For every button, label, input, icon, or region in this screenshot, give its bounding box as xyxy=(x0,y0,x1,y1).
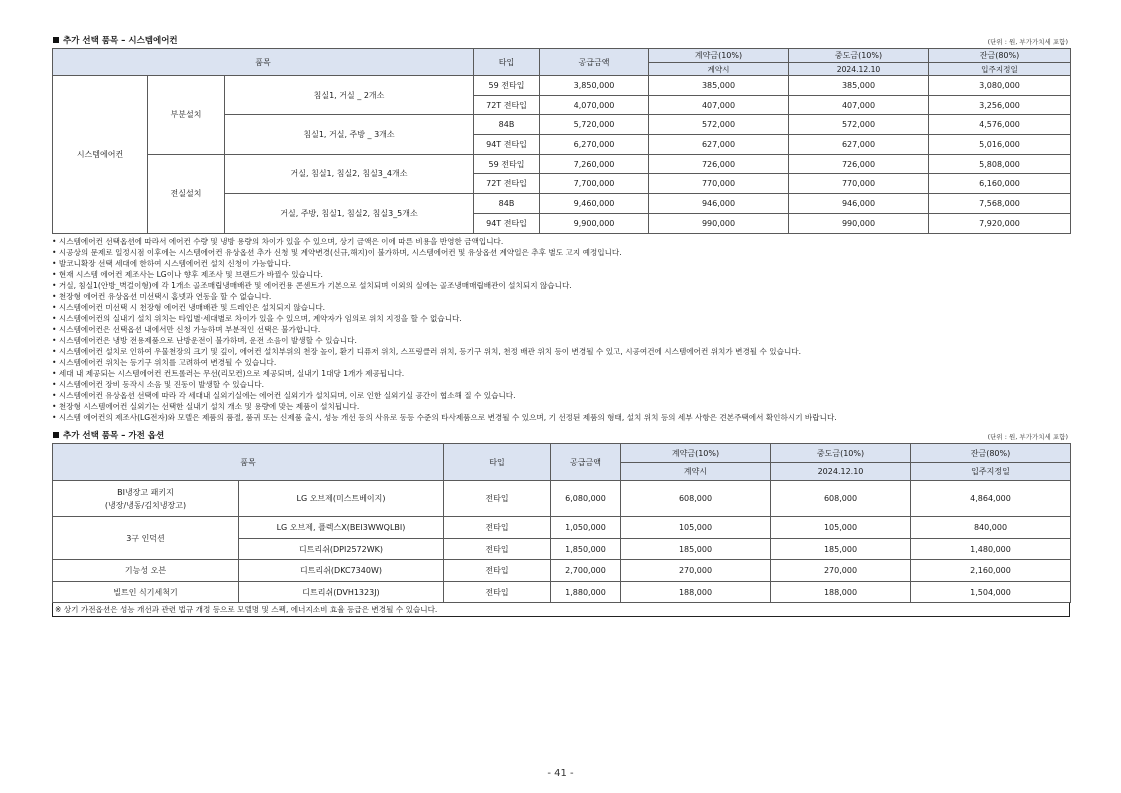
section-aircon-title: 추가 선택 품목 – 시스템에어컨 xyxy=(63,36,178,46)
balance-cell: 6,160,000 xyxy=(929,174,1071,194)
type-cell: 전타입 xyxy=(444,481,551,517)
model-cell: LG 오브제, 플렉스X(BEI3WWQLBI) xyxy=(239,517,444,539)
section-aircon-header xyxy=(52,34,1070,48)
price-cell: 1,880,000 xyxy=(551,581,621,603)
type-cell: 전타입 xyxy=(444,538,551,560)
header-middle-sub: 2024.12.10 xyxy=(771,463,911,481)
table-row xyxy=(53,481,1071,517)
type-cell: 72T 전타입 xyxy=(474,174,540,194)
contract-cell: 946,000 xyxy=(649,194,789,214)
model-cell: LG 오브제(미스트베이지) xyxy=(239,481,444,517)
header-middle-sub: 2024.12.10 xyxy=(789,63,929,76)
contract-cell: 270,000 xyxy=(621,560,771,582)
section-appliance-unit: (단위 : 원, 부가가치세 포함) xyxy=(987,433,1068,442)
header-balance-sub: 입주지정일 xyxy=(911,463,1071,481)
middle-cell: 627,000 xyxy=(789,135,929,155)
price-cell: 1,050,000 xyxy=(551,517,621,539)
middle-cell: 185,000 xyxy=(771,538,911,560)
note-item: • 시스템에어컨 미선택 시 천장형 에어컨 냉매배관 및 드레인은 설치되지 않습니다. xyxy=(52,302,326,312)
contract-cell: 185,000 xyxy=(621,538,771,560)
middle-cell: 946,000 xyxy=(789,194,929,214)
contract-cell: 627,000 xyxy=(649,135,789,155)
balance-cell: 7,920,000 xyxy=(929,213,1071,233)
middle-cell: 188,000 xyxy=(771,581,911,603)
contract-cell: 105,000 xyxy=(621,517,771,539)
type-cell: 84B xyxy=(474,115,540,135)
price-cell: 4,070,000 xyxy=(540,95,649,115)
contract-cell: 990,000 xyxy=(649,213,789,233)
note-item: • 시공상의 문제로 일정시점 이후에는 시스템에어컨 유상옵션 추가 신청 및 계약변경(신규,해지)이 불가하며, 시스템에어컨 및 유상옵션 계약일은 추후 별도 고지 예정입니다. xyxy=(52,247,622,257)
contract-cell: 572,000 xyxy=(649,115,789,135)
category-cell: 시스템에어컨 xyxy=(53,76,148,234)
header-type: 타입 xyxy=(474,49,540,76)
note-item: • 시스템에어컨의 실내기 설치 위치는 타입별·세대별로 차이가 있을 수 있으며, 계약자가 임의로 위치 지정을 할 수 없습니다. xyxy=(52,313,462,323)
table-row xyxy=(53,581,1071,603)
section-appliance-header xyxy=(52,429,1070,443)
note-item: • 시스템에어컨 설치로 인하여 우물천장의 크기 및 깊이, 에어컨 설치부위의 천장 높이, 환기 디퓨저 위치, 스프링클러 위치, 등기구 위치, 천정 배관 위치 등이 변경될 수 있고, 시공여건에 시스템에어컨 위치가 변경될 수 있습니다. xyxy=(52,346,802,356)
header-price: 공급금액 xyxy=(551,444,621,481)
location-cell: 거실, 주방, 침실1, 침실2, 침실3_5개소 xyxy=(225,194,474,233)
note-item: • 천장형 에어컨 유상옵션 미선택시 홈넷과 연동을 할 수 없습니다. xyxy=(52,291,272,301)
model-cell: 디트리쉬(DKC7340W) xyxy=(239,560,444,582)
note-item: • 발코니확장 선택 세대에 한하여 시스템에어컨 설치 신청이 가능합니다. xyxy=(52,258,291,268)
balance-cell: 840,000 xyxy=(911,517,1071,539)
note-item: • 천장형 시스템에어컨 실외기는 선택한 실내기 설치 개소 및 용량에 맞는 제품이 설치됩니다. xyxy=(52,402,360,412)
header-middle: 중도금(10%) xyxy=(789,49,929,63)
note-item: • 시스템에어컨 장비 동작시 소음 및 진동이 발생할 수 있습니다. xyxy=(52,380,265,390)
contract-cell: 407,000 xyxy=(649,95,789,115)
note-item: • 세대 내 제공되는 시스템에어컨 컨트롤러는 무선(리모컨)으로 제공되며, 실내기 1대당 1개가 제공됩니다. xyxy=(52,369,405,379)
header-contract: 계약금(10%) xyxy=(621,444,771,463)
table-row xyxy=(53,560,1071,582)
section-aircon-unit: (단위 : 원, 부가가치세 포함) xyxy=(987,38,1068,46)
type-cell: 전타입 xyxy=(444,581,551,603)
appliance-name-cell: BI냉장고 패키지 (냉장/냉동/김치냉장고) xyxy=(53,481,239,517)
balance-cell: 5,016,000 xyxy=(929,135,1071,155)
price-cell: 7,700,000 xyxy=(540,174,649,194)
appliance-name-cell: 빌트인 식기세척기 xyxy=(53,581,239,603)
type-cell: 59 전타입 xyxy=(474,154,540,174)
price-cell: 2,700,000 xyxy=(551,560,621,582)
group-cell: 전실설치 xyxy=(148,154,225,233)
header-item: 품목 xyxy=(53,444,444,481)
table-row xyxy=(53,517,1071,539)
type-cell: 84B xyxy=(474,194,540,214)
type-cell: 59 전타입 xyxy=(474,76,540,96)
header-contract-sub: 계약시 xyxy=(621,463,771,481)
balance-cell: 5,808,000 xyxy=(929,154,1071,174)
middle-cell: 407,000 xyxy=(789,95,929,115)
type-cell: 72T 전타입 xyxy=(474,95,540,115)
header-contract-sub: 계약시 xyxy=(649,63,789,76)
middle-cell: 270,000 xyxy=(771,560,911,582)
price-cell: 7,260,000 xyxy=(540,154,649,174)
header-item: 품목 xyxy=(53,49,474,76)
middle-cell: 608,000 xyxy=(771,481,911,517)
contract-cell: 188,000 xyxy=(621,581,771,603)
type-cell: 전타입 xyxy=(444,560,551,582)
appliance-name-cell: 기능성 오븐 xyxy=(53,560,239,582)
note-item: • 시스템에어컨은 선택옵션 내에서만 신청 가능하며 부분적인 선택은 불가합니다. xyxy=(52,324,321,334)
price-cell: 1,850,000 xyxy=(551,538,621,560)
page-number: - 41 - xyxy=(547,768,574,779)
section-appliance-title: 추가 선택 품목 – 가전 옵션 xyxy=(63,431,165,442)
header-balance: 잔금(80%) xyxy=(911,444,1071,463)
appliance-table-body xyxy=(53,481,1071,603)
model-cell: 디트리쉬(DPI2572WK) xyxy=(239,538,444,560)
note-item: • 시스템에어컨 선택옵션에 따라서 에어컨 수량 및 냉방 용량의 차이가 있을 수 있으며, 상기 금액은 이에 따른 비용을 반영한 금액입니다. xyxy=(52,236,504,246)
contract-cell: 385,000 xyxy=(649,76,789,96)
balance-cell: 4,864,000 xyxy=(911,481,1071,517)
price-cell: 3,850,000 xyxy=(540,76,649,96)
table-row xyxy=(53,76,1071,96)
location-cell: 침실1, 거실, 주방 _ 3개소 xyxy=(225,115,474,154)
model-cell: 디트리쉬(DVH1323J) xyxy=(239,581,444,603)
group-cell: 부분설치 xyxy=(148,76,225,155)
note-item: • 현재 시스템 에어컨 제조사는 LG이나 향후 제조사 및 브랜드가 바뀔수 있습니다. xyxy=(52,269,323,279)
balance-cell: 3,256,000 xyxy=(929,95,1071,115)
document-page xyxy=(52,34,1070,617)
header-type: 타입 xyxy=(444,444,551,481)
location-cell: 침실1, 거실 _ 2개소 xyxy=(225,76,474,115)
note-item: • 시스템 에어컨의 제조사(LG전자)와 모델은 제품의 품절, 품귀 또는 신제품 출시, 성능 개선 등의 사유로 동등 수준의 타사제품으로 변경될 수 있으며, 기 선정된 제품의 형태, 설치 위치 등의 세부 사항은 견본주택에서 확인하시기 바랍니다. xyxy=(52,413,837,423)
contract-cell: 608,000 xyxy=(621,481,771,517)
type-cell: 94T 전타입 xyxy=(474,213,540,233)
price-cell: 6,080,000 xyxy=(551,481,621,517)
note-item: • 시스템에어컨 위치는 등기구 위치를 고려하여 변경될 수 있습니다. xyxy=(52,358,277,368)
square-bullet-icon xyxy=(53,432,59,438)
appliance-footnote: ※ 상기 가전옵션은 성능 개선과 관련 법규 개정 등으로 모델명 및 스펙, 에너지소비 효율 등급은 변경될 수 있습니다. xyxy=(52,603,1070,617)
middle-cell: 105,000 xyxy=(771,517,911,539)
balance-cell: 3,080,000 xyxy=(929,76,1071,96)
aircon-table-body xyxy=(53,76,1071,234)
header-middle: 중도금(10%) xyxy=(771,444,911,463)
header-contract: 계약금(10%) xyxy=(649,49,789,63)
middle-cell: 572,000 xyxy=(789,115,929,135)
price-cell: 9,900,000 xyxy=(540,213,649,233)
price-cell: 5,720,000 xyxy=(540,115,649,135)
note-item: • 시스템에어컨 유상옵션 선택에 따라 각 세대내 실외기실에는 에어컨 실외기가 설치되며, 이로 인한 실외기실 공간이 협소해 질 수 있습니다. xyxy=(52,391,516,401)
middle-cell: 990,000 xyxy=(789,213,929,233)
balance-cell: 7,568,000 xyxy=(929,194,1071,214)
header-balance: 잔금(80%) xyxy=(929,49,1071,63)
price-cell: 9,460,000 xyxy=(540,194,649,214)
price-cell: 6,270,000 xyxy=(540,135,649,155)
middle-cell: 770,000 xyxy=(789,174,929,194)
contract-cell: 770,000 xyxy=(649,174,789,194)
appliance-price-table xyxy=(52,443,1071,603)
note-item: • 시스템에어컨은 냉방 전용제품으로 난방운전이 불가하며, 운전 소음이 발생할 수 있습니다. xyxy=(52,335,357,345)
balance-cell: 1,504,000 xyxy=(911,581,1071,603)
aircon-price-table xyxy=(52,48,1071,234)
square-bullet-icon xyxy=(53,37,59,43)
type-cell: 전타입 xyxy=(444,517,551,539)
appliance-name-cell: 3구 인덕션 xyxy=(53,517,239,560)
balance-cell: 4,576,000 xyxy=(929,115,1071,135)
header-balance-sub: 입주지정일 xyxy=(929,63,1071,76)
aircon-notes xyxy=(52,236,1070,424)
contract-cell: 726,000 xyxy=(649,154,789,174)
type-cell: 94T 전타입 xyxy=(474,135,540,155)
table-row xyxy=(53,154,1071,174)
location-cell: 거실, 침실1, 침실2, 침실3_4개소 xyxy=(225,154,474,193)
middle-cell: 385,000 xyxy=(789,76,929,96)
balance-cell: 2,160,000 xyxy=(911,560,1071,582)
middle-cell: 726,000 xyxy=(789,154,929,174)
note-item: • 거실, 침실1(안방_벽걸이형)에 각 1개소 골조매립냉매배관 및 에어컨용 콘센트가 기본으로 설치되며 이외의 실에는 골조냉매매립배관이 설치되지 않습니다. xyxy=(52,280,572,290)
balance-cell: 1,480,000 xyxy=(911,538,1071,560)
header-price: 공급금액 xyxy=(540,49,649,76)
